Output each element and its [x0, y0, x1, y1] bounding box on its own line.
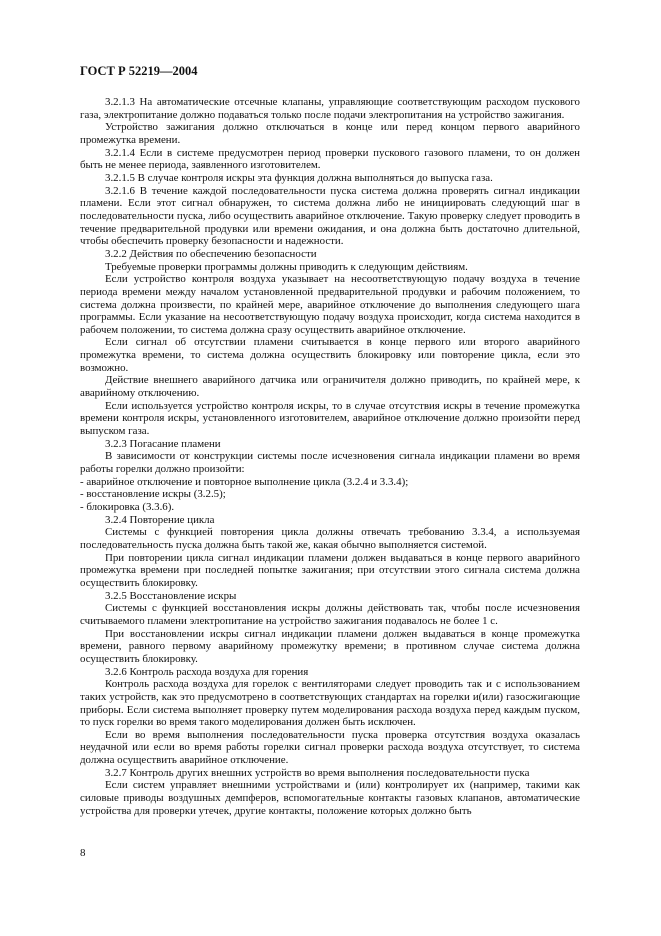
body-text — [80, 96, 580, 817]
paragraph: Контроль расхода воздуха для горелок с вентиляторами следует проводить так и с использованием таких устройств, как это предусмотрено в соответствующих стандартах на горелки и(или) газосжигающие приборы. Если система выполняет проверку путем моделирования расхода воздуха перед каждым пуском, то пуск горелки во время такого моделирования должен быть исключен. — [80, 678, 580, 729]
section-heading: 3.2.5 Восстановление искры — [105, 589, 237, 602]
paragraph: Если систем управляет внешними устройствами и (или) контролирует их (например, такими как силовые приводы воздушных демпферов, вспомогательные контакты газовых клапанов, автоматические устройства для проверки утечек, другие контакты, положение которых должно быть — [80, 779, 580, 817]
paragraph: Требуемые проверки программы должны приводить к следующим действиям. — [105, 260, 468, 273]
section-heading: 3.2.6 Контроль расхода воздуха для горения — [105, 665, 309, 678]
section-heading: 3.2.7 Контроль других внешних устройств во время выполнения последовательности пуска — [105, 766, 530, 779]
section-heading: 3.2.2 Действия по обеспечению безопасности — [105, 247, 317, 260]
paragraph: Устройство зажигания должно отключаться в конце или перед концом первого аварийного промежутка времени. — [80, 121, 580, 146]
paragraph: Действие внешнего аварийного датчика или ограничителя должно приводить, по крайней мере, к аварийному отключению. — [80, 374, 580, 400]
list-item: - блокировка (3.3.6). — [80, 501, 175, 513]
section-heading: 3.2.4 Повторение цикла — [105, 513, 215, 526]
paragraph: Если используется устройство контроля искры, то в случае отсутствия искры в течение промежутка времени контроля искры, установленного изготовителем, аварийное отключение должно произойти перед выпуском газа. — [80, 399, 580, 438]
paragraph: При восстановлении искры сигнал индикации пламени должен выдаваться в конце промежутка времени, равного первому аварийному промежутку времени; в противном случае система должна осуществить блокировку. — [80, 627, 580, 665]
paragraph: Если сигнал об отсутствии пламени считывается в конце первого или второго аварийного промежутка времени, то система должна осуществить блокировку или повторение цикла, если это возможно. — [80, 336, 580, 374]
standard-header: ГОСТ Р 52219—2004 — [80, 64, 198, 78]
paragraph: 3.2.1.3 На автоматические отсечные клапаны, управляющие соответствующим расходом пускового газа, электропитание должно подаваться только после подачи электропитания на устройство зажигания. — [80, 96, 580, 121]
paragraph: 3.2.1.5 В случае контроля искры эта функция должна выполняться до выпуска газа. — [105, 171, 493, 184]
paragraph: Если во время выполнения последовательности пуска проверка отсутствия воздуха оказалась неудачной или если во время работы горелки сигнал проверки расхода воздуха отсутствует, то система должна осуществить аварийное отключение. — [80, 728, 580, 767]
paragraph: Если устройство контроля воздуха указывает на несоответствующую подачу воздуха в течение периода времени между началом установленной предварительной продувки и рабочим положением, то система должна произвести, по крайней мере, аварийное отключение до выполнения следующего шага программы. Если указание на несоответствующую подачу воздуха происходит, когда система находится в рабочем положении, то система должна сразу осуществить аварийное отключение. — [80, 273, 580, 336]
paragraph: В зависимости от конструкции системы после исчезновения сигнала индикации пламени во время работы горелки должно произойти: — [80, 450, 580, 476]
paragraph: Системы с функцией восстановления искры должны действовать так, чтобы после исчезновения считываемого пламени электропитание на устройство зажигания подавалось не более 1 с. — [80, 602, 580, 627]
page-number: 8 — [80, 847, 86, 859]
paragraph: При повторении цикла сигнал индикации пламени должен выдаваться в конце первого аварийного промежутка времени при последней попытке зажигания; при отсутствии этого сигнала система должна осуществить блокировку. — [80, 551, 580, 589]
list-item: - восстановление искры (3.2.5); — [80, 488, 226, 501]
paragraph: 3.2.1.4 Если в системе предусмотрен период проверки пускового газового пламени, то он должен быть не менее периода, заявленного изготовителем. — [80, 146, 580, 172]
list-item: - аварийное отключение и повторное выполнение цикла (3.2.4 и 3.3.4); — [80, 475, 409, 488]
paragraph: 3.2.1.6 В течение каждой последовательности пуска система должна проверять сигнал индикации пламени. Если этот сигнал обнаружен, то система должна либо не инициировать следующий шаг в последовательности пуска, либо осуществить аварийное отключение. Такую проверку следует проводить в течение предварительной продувки или времени ожидания, и она должна быть достаточно длительной, чтобы обеспечить проверку безопасности и надежности. — [80, 184, 580, 248]
section-heading: 3.2.3 Погасание пламени — [105, 437, 221, 450]
paragraph: Системы с функцией повторения цикла должны отвечать требованию 3.3.4, а используемая последовательность пуска должна быть такой же, какая обычно выполняется системой. — [80, 526, 580, 551]
